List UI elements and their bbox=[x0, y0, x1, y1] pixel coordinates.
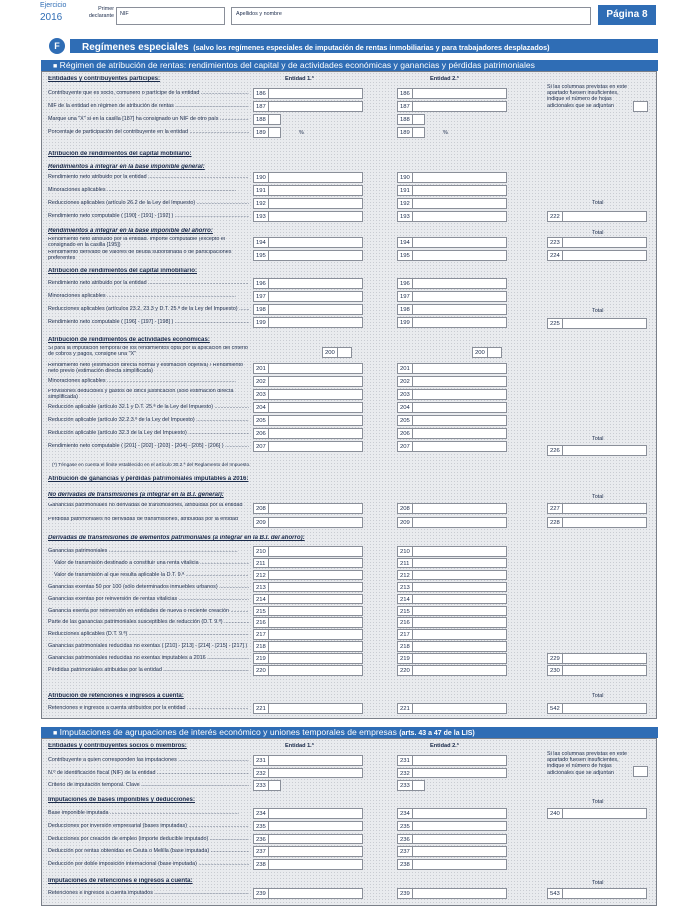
section-f-header bbox=[70, 39, 658, 53]
row-label: Criterio de imputación temporal. Clave ..... bbox=[48, 782, 249, 788]
row-label: Reducciones aplicables (D.T. 9.ª) ..... bbox=[48, 631, 249, 637]
participe-row-label: Contribuyente que es socio, comunero o partícipe de la entidad ..... bbox=[48, 90, 249, 96]
box-number: 202 bbox=[254, 377, 269, 386]
box-number: 212 bbox=[398, 571, 413, 580]
amount-input[interactable] bbox=[397, 888, 507, 899]
amount-input[interactable] bbox=[397, 402, 507, 413]
amount-input[interactable] bbox=[253, 278, 363, 289]
amount-input[interactable] bbox=[397, 376, 507, 387]
s2-title: Imputaciones de agrupaciones de interés económico y uniones temporales de empresas bbox=[59, 727, 397, 737]
cap-mob-heading: Atribución de rendimientos del capital mobiliario: bbox=[48, 151, 192, 157]
box-number: 207 bbox=[254, 442, 269, 451]
row-label: Rendimiento neto atribuido por la entidad. Importe computable (excepto el consignado en la casilla [195]) bbox=[48, 237, 226, 248]
box-number: 207 bbox=[398, 442, 413, 451]
box-number: 240 bbox=[548, 809, 563, 818]
amount-input[interactable] bbox=[253, 211, 363, 222]
s2-title-bar: ■ Imputaciones de agrupaciones de interés económico y uniones temporales de empresas (arts. 43 a 47 de la LIS) bbox=[41, 727, 658, 738]
amount-input[interactable] bbox=[397, 198, 507, 209]
box-number: 195 bbox=[254, 251, 269, 260]
total-label: Total bbox=[592, 799, 604, 805]
box-number: 206 bbox=[398, 429, 413, 438]
box-number: 225 bbox=[548, 319, 563, 328]
amount-input[interactable] bbox=[397, 250, 507, 261]
amount-input[interactable] bbox=[253, 606, 363, 617]
row-label: Ganancias patrimoniales reducidas no exentas imputables a 2016 ..... bbox=[48, 655, 249, 661]
s2-hojas-note: Si las columnas previstas en este apartado fuesen insuficientes, indique el número de hojas adicionales que se adjuntan bbox=[547, 751, 627, 776]
act-heading: Atribución de rendimientos de actividades económicas: bbox=[48, 337, 210, 343]
row-label: Reducción aplicable (artículo 32.3 de la Ley del Impuesto) ..... bbox=[48, 430, 249, 436]
amount-input[interactable] bbox=[253, 808, 363, 819]
cm-general-heading: Rendimientos a integrar en la base imponible general: bbox=[48, 164, 205, 170]
amount-input[interactable] bbox=[253, 185, 363, 196]
hojas-note: Si las columnas previstas en este apartado fuesen insuficientes, indique el número de hojas adicionales que se adjuntan bbox=[547, 84, 627, 109]
box-number: 193 bbox=[398, 212, 413, 221]
total-input[interactable] bbox=[547, 888, 647, 899]
box-number: 200 bbox=[323, 348, 338, 357]
amount-input[interactable] bbox=[253, 834, 363, 845]
amount-input[interactable] bbox=[253, 304, 363, 315]
box-number: 188 bbox=[254, 115, 269, 124]
box-number: 230 bbox=[548, 666, 563, 675]
amount-input[interactable] bbox=[253, 665, 363, 676]
row-label: Ganancias exentas 50 por 100 (sólo determinados inmuebles urbanos) ..... bbox=[48, 584, 249, 590]
criterio-cobros-input[interactable] bbox=[322, 347, 352, 358]
pct-sign: % bbox=[299, 130, 304, 136]
amount-input[interactable] bbox=[253, 755, 363, 766]
box-number: 221 bbox=[398, 704, 413, 713]
box-number: 224 bbox=[548, 251, 563, 260]
row-label: Deducciones por inversión empresarial (bases imputadas) ..... bbox=[48, 823, 249, 829]
total-input[interactable] bbox=[547, 503, 647, 514]
gan-heading: Atribución de ganancias y pérdidas patrimoniales imputables a 2016: bbox=[48, 476, 249, 482]
row-label: Valor de transmisión al que resulta aplicable la D.T. 9.ª ..... bbox=[54, 572, 249, 578]
box-number: 236 bbox=[254, 835, 269, 844]
participe-input[interactable] bbox=[397, 114, 425, 125]
amount-input[interactable] bbox=[397, 606, 507, 617]
amount-input[interactable] bbox=[253, 629, 363, 640]
primer-declarante-label: Primer declarante bbox=[88, 6, 114, 19]
amount-input[interactable] bbox=[397, 389, 507, 400]
row-label: Minoraciones aplicables ..... bbox=[48, 187, 249, 193]
total-input[interactable] bbox=[547, 808, 647, 819]
amount-input[interactable] bbox=[253, 859, 363, 870]
box-number: 214 bbox=[254, 595, 269, 604]
s1-title-bar: ■ Régimen de atribución de rentas: rendimientos del capital y de actividades económicas y ganancias y pérdidas patrimoniales bbox=[41, 60, 658, 71]
amount-input[interactable] bbox=[397, 570, 507, 581]
box-number: 219 bbox=[398, 654, 413, 663]
ejercicio-label: Ejercicio bbox=[40, 2, 67, 9]
row-label: Reducción aplicable (artículo 32.2.3.º de la Ley del Impuesto) ..... bbox=[48, 417, 249, 423]
box-number: 228 bbox=[548, 518, 563, 527]
amount-input[interactable] bbox=[253, 780, 281, 791]
amount-input[interactable] bbox=[253, 389, 363, 400]
row-label: Rendimiento neto computable ( [201] - [202] - [203] - [204] - [205] - [206] ) ..... bbox=[48, 443, 249, 449]
row-label: Reducciones aplicables (artículo 26.2 de la Ley del Impuesto) ..... bbox=[48, 200, 249, 206]
box-number: 221 bbox=[254, 704, 269, 713]
amount-input[interactable] bbox=[253, 503, 363, 514]
box-number: 235 bbox=[398, 822, 413, 831]
box-number: 208 bbox=[398, 504, 413, 513]
amount-input[interactable] bbox=[253, 237, 363, 248]
box-number: 216 bbox=[254, 618, 269, 627]
amount-input[interactable] bbox=[253, 317, 363, 328]
amount-input[interactable] bbox=[397, 755, 507, 766]
box-number: 198 bbox=[398, 305, 413, 314]
participe-row-label: Marque una "X" si en la casilla [187] ha consignado un NIF de otro país ..... bbox=[48, 116, 249, 122]
row-label: Provisiones deducibles y gastos de difícil justificación (sólo estimación directa simplificada) bbox=[48, 389, 234, 400]
total-input[interactable] bbox=[547, 211, 647, 222]
cm-ahorro-heading: Rendimientos a integrar en la base imponible del ahorro: bbox=[48, 228, 213, 234]
amount-input[interactable] bbox=[397, 304, 507, 315]
amount-input[interactable] bbox=[253, 653, 363, 664]
page-badge: Página 8 bbox=[598, 5, 656, 25]
total-input[interactable] bbox=[547, 237, 647, 248]
amount-input[interactable] bbox=[397, 211, 507, 222]
box-number: 212 bbox=[254, 571, 269, 580]
amount-input[interactable] bbox=[397, 546, 507, 557]
criterio-cobros-input[interactable] bbox=[472, 347, 502, 358]
box-number: 190 bbox=[398, 173, 413, 182]
row-label: Deducciones por creación de empleo (importe deducible imputado) ..... bbox=[48, 836, 249, 842]
bases-heading: Imputaciones de bases imponibles y deducciones: bbox=[48, 797, 195, 803]
ret-heading: Atribución de retenciones e ingresos a cuenta: bbox=[48, 693, 184, 699]
row-label: Contribuyente a quien corresponden las imputaciones ..... bbox=[48, 757, 249, 763]
box-number: 194 bbox=[398, 238, 413, 247]
box-number: 195 bbox=[398, 251, 413, 260]
s2-entidad-1-label: Entidad 1.ª bbox=[285, 743, 314, 749]
box-number: 233 bbox=[398, 781, 413, 790]
total-input[interactable] bbox=[547, 517, 647, 528]
box-number: 197 bbox=[398, 292, 413, 301]
cap-inm-heading: Atribución de rendimientos del capital inmobiliario: bbox=[48, 268, 197, 274]
box-number: 222 bbox=[548, 212, 563, 221]
box-number: 236 bbox=[398, 835, 413, 844]
row-label: Reducción aplicable (artículo 32.1 y D.T. 25.ª de la Ley del Impuesto) ..... bbox=[48, 404, 249, 410]
entidad-1-label: Entidad 1.ª bbox=[285, 76, 314, 82]
amount-input[interactable] bbox=[253, 546, 363, 557]
box-number: 201 bbox=[398, 364, 413, 373]
row-label: Minoraciones aplicables ..... bbox=[48, 293, 249, 299]
box-number: 199 bbox=[398, 318, 413, 327]
apellidos-label: Apellidos y nombre bbox=[236, 11, 282, 17]
total-label: Total bbox=[592, 693, 604, 699]
amount-input[interactable] bbox=[253, 428, 363, 439]
box-number: 229 bbox=[548, 654, 563, 663]
amount-input[interactable] bbox=[397, 415, 507, 426]
row-label: Deducción por rentas obtenidas en Ceuta o Melilla (base imputada) ..... bbox=[48, 848, 249, 854]
box-number: 205 bbox=[254, 416, 269, 425]
total-input[interactable] bbox=[547, 653, 647, 664]
amount-input[interactable] bbox=[397, 821, 507, 832]
amount-input[interactable] bbox=[253, 376, 363, 387]
row-label: Rendimiento neto atribuido por la entidad ..... bbox=[48, 280, 249, 286]
amount-input[interactable] bbox=[397, 641, 507, 652]
row-label: Base imponible imputada ..... bbox=[48, 810, 249, 816]
hojas-input[interactable] bbox=[633, 101, 648, 112]
box-number: 191 bbox=[398, 186, 413, 195]
box-number: 235 bbox=[254, 822, 269, 831]
amount-input[interactable] bbox=[253, 594, 363, 605]
row-label: Ganancias patrimoniales no derivadas de transmisiones, atribuidas por la entidad bbox=[48, 503, 243, 508]
total-label: Total bbox=[592, 880, 604, 886]
amount-input[interactable] bbox=[253, 703, 363, 714]
row-label: Ganancias exentas por reinversión de rentas vitalicias ..... bbox=[48, 596, 249, 602]
entidades-heading: Entidades y contribuyentes partícipes: bbox=[48, 76, 161, 82]
box-number: 192 bbox=[398, 199, 413, 208]
amount-input[interactable] bbox=[397, 237, 507, 248]
box-number: 209 bbox=[398, 518, 413, 527]
amount-input[interactable] bbox=[253, 363, 363, 374]
participe-input[interactable] bbox=[253, 101, 363, 112]
row-label: Ganancias patrimoniales ..... bbox=[48, 548, 249, 554]
box-number: 209 bbox=[254, 518, 269, 527]
amount-input[interactable] bbox=[253, 641, 363, 652]
box-number: 204 bbox=[254, 403, 269, 412]
box-number: 199 bbox=[254, 318, 269, 327]
box-number: 214 bbox=[398, 595, 413, 604]
pct-sign: % bbox=[443, 130, 448, 136]
box-number: 189 bbox=[254, 128, 269, 137]
amount-input[interactable] bbox=[397, 653, 507, 664]
nif-field[interactable] bbox=[116, 7, 225, 25]
amount-input[interactable] bbox=[397, 363, 507, 374]
box-number: 208 bbox=[254, 504, 269, 513]
amount-input[interactable] bbox=[397, 428, 507, 439]
total-label: Total bbox=[592, 200, 604, 206]
row-label: Retenciones e ingresos a cuenta imputados ..... bbox=[48, 890, 249, 896]
amount-input[interactable] bbox=[397, 834, 507, 845]
gan-der-heading: Derivadas de transmisiones de elementos patrimoniales (a integrar en la B.I. del ahorro): bbox=[48, 535, 305, 541]
box-number: 205 bbox=[398, 416, 413, 425]
total-input[interactable] bbox=[547, 665, 647, 676]
box-number: 218 bbox=[254, 642, 269, 651]
participe-input[interactable] bbox=[397, 127, 425, 138]
box-number: 197 bbox=[254, 292, 269, 301]
section-letter-badge: F bbox=[49, 38, 65, 54]
box-number: 186 bbox=[254, 89, 269, 98]
box-number: 190 bbox=[254, 173, 269, 182]
amount-input[interactable] bbox=[397, 558, 507, 569]
box-number: 211 bbox=[254, 559, 269, 568]
amount-input[interactable] bbox=[397, 780, 425, 791]
box-number: 189 bbox=[398, 128, 413, 137]
amount-input[interactable] bbox=[253, 888, 363, 899]
s2-ret-heading: Imputaciones de retenciones e ingresos a cuenta: bbox=[48, 878, 193, 884]
row-label: Ganancias patrimoniales reducidas no exentas ( [210] - [213] - [214] - [215] - [217] ) ..... bbox=[48, 643, 249, 649]
amount-input[interactable] bbox=[253, 291, 363, 302]
amount-input[interactable] bbox=[253, 415, 363, 426]
s2-hojas-input[interactable] bbox=[633, 766, 648, 777]
box-number: 543 bbox=[548, 889, 563, 898]
ejercicio-year: 2016 bbox=[40, 12, 63, 23]
box-number: 218 bbox=[398, 642, 413, 651]
amount-input[interactable] bbox=[253, 172, 363, 183]
box-number: 213 bbox=[398, 583, 413, 592]
row-label: Rendimiento derivado de valores de deuda subordinada o de participaciones preferentes bbox=[48, 250, 232, 261]
amount-input[interactable] bbox=[397, 594, 507, 605]
amount-input[interactable] bbox=[253, 402, 363, 413]
row-label: Rendimiento neto computable ( [196] - [197] - [198] ) ..... bbox=[48, 319, 249, 325]
participe-row-label: Porcentaje de participación del contribuyente en la entidad ..... bbox=[48, 129, 249, 135]
box-number: 227 bbox=[548, 504, 563, 513]
box-number: 204 bbox=[398, 403, 413, 412]
box-number: 215 bbox=[398, 607, 413, 616]
amount-input[interactable] bbox=[253, 617, 363, 628]
box-number: 215 bbox=[254, 607, 269, 616]
box-number: 232 bbox=[254, 769, 269, 778]
total-input[interactable] bbox=[547, 445, 647, 456]
box-number: 542 bbox=[548, 704, 563, 713]
amount-input[interactable] bbox=[397, 665, 507, 676]
amount-input[interactable] bbox=[253, 517, 363, 528]
box-number: 187 bbox=[254, 102, 269, 111]
row-label: Minoraciones aplicables ..... bbox=[48, 378, 249, 384]
box-number: 220 bbox=[254, 666, 269, 675]
row-label: Pérdidas patrimoniales no derivadas de transmisiones, atribuidas por la entidad bbox=[48, 517, 238, 522]
box-number: 210 bbox=[254, 547, 269, 556]
box-number: 213 bbox=[254, 583, 269, 592]
box-number: 203 bbox=[254, 390, 269, 399]
total-label: Total bbox=[592, 308, 604, 314]
box-number: 193 bbox=[254, 212, 269, 221]
total-label: Total bbox=[592, 230, 604, 236]
total-label: Total bbox=[592, 436, 604, 442]
amount-input[interactable] bbox=[397, 617, 507, 628]
box-number: 231 bbox=[254, 756, 269, 765]
row-label: Rendimiento neto computable ( [190] - [191] - [192] ) ..... bbox=[48, 213, 249, 219]
box-number: 223 bbox=[548, 238, 563, 247]
total-input[interactable] bbox=[547, 250, 647, 261]
amount-input[interactable] bbox=[397, 768, 507, 779]
box-number: 239 bbox=[398, 889, 413, 898]
amount-input[interactable] bbox=[397, 317, 507, 328]
amount-input[interactable] bbox=[253, 558, 363, 569]
box-number: 237 bbox=[254, 847, 269, 856]
total-label: Total bbox=[592, 494, 604, 500]
box-number: 234 bbox=[398, 809, 413, 818]
amount-input[interactable] bbox=[397, 172, 507, 183]
box-number: 233 bbox=[254, 781, 269, 790]
amount-input[interactable] bbox=[397, 629, 507, 640]
row-label: Pérdidas patrimoniales atribuidas por la entidad ..... bbox=[48, 667, 249, 673]
box-number: 196 bbox=[398, 279, 413, 288]
box-number: 220 bbox=[398, 666, 413, 675]
amount-input[interactable] bbox=[253, 768, 363, 779]
amount-input[interactable] bbox=[397, 503, 507, 514]
box-number: 232 bbox=[398, 769, 413, 778]
row-label: Reducciones aplicables (artículos 23.2, 23.3 y D.T. 25.ª de la Ley del Impuesto) ..... bbox=[48, 306, 249, 312]
box-number: 216 bbox=[398, 618, 413, 627]
amount-input[interactable] bbox=[397, 582, 507, 593]
entidad-2-label: Entidad 2.ª bbox=[430, 76, 459, 82]
gan-nod-heading: No derivadas de transmisiones (a integrar en la B.I. general): bbox=[48, 492, 224, 498]
row-label: Ganancia exenta por reinversión en entidades de nueva o reciente creación ..... bbox=[48, 608, 249, 614]
box-number: 192 bbox=[254, 199, 269, 208]
row-label: Rendimiento neto atribuido por la entidad ..... bbox=[48, 174, 249, 180]
box-number: 238 bbox=[398, 860, 413, 869]
box-number: 231 bbox=[398, 756, 413, 765]
row-label: Rendimiento neto (estimación directa normal y estimación objetiva) / Rendimiento neto previo (estimación directa simplificada) bbox=[48, 363, 244, 374]
act-opt-label: Si para la imputación temporal de los rendimientos opta por la aplicación del criterio de cobros y pagos, consigne una "X" bbox=[48, 346, 248, 357]
box-number: 201 bbox=[254, 364, 269, 373]
row-label: Valor de transmisión destinado a constituir una renta vitalicia ..... bbox=[54, 560, 249, 566]
box-number: 238 bbox=[254, 860, 269, 869]
box-number: 191 bbox=[254, 186, 269, 195]
participe-input[interactable] bbox=[253, 114, 281, 125]
row-label: Parte de las ganancias patrimoniales susceptibles de reducción (D.T. 9.ª) ..... bbox=[48, 619, 249, 625]
amount-input[interactable] bbox=[397, 703, 507, 714]
total-input[interactable] bbox=[547, 318, 647, 329]
amount-input[interactable] bbox=[253, 821, 363, 832]
amount-input[interactable] bbox=[253, 846, 363, 857]
act-footnote: (*) Téngase en cuenta el límite establecido en el artículo 30.2.ª del Reglamento del Impuesto. bbox=[52, 463, 251, 468]
amount-input[interactable] bbox=[397, 808, 507, 819]
box-number: 217 bbox=[254, 630, 269, 639]
amount-input[interactable] bbox=[397, 517, 507, 528]
amount-input[interactable] bbox=[397, 185, 507, 196]
box-number: 186 bbox=[398, 89, 413, 98]
amount-input[interactable] bbox=[397, 859, 507, 870]
row-label: N.º de identificación fiscal (NIF) de la entidad ..... bbox=[48, 770, 249, 776]
box-number: 237 bbox=[398, 847, 413, 856]
box-number: 206 bbox=[254, 429, 269, 438]
s1-title: Régimen de atribución de rentas: rendimientos del capital y de actividades económicas y ganancias y pérdidas patrimoniales bbox=[59, 60, 535, 70]
nif-label: NIF bbox=[120, 11, 129, 17]
amount-input[interactable] bbox=[253, 441, 363, 452]
participe-input[interactable] bbox=[397, 101, 507, 112]
box-number: 196 bbox=[254, 279, 269, 288]
section-f-title: Regímenes especiales bbox=[82, 42, 189, 53]
amount-input[interactable] bbox=[253, 582, 363, 593]
participe-input[interactable] bbox=[253, 88, 363, 99]
participe-row-label: NIF de la entidad en régimen de atribución de rentas ..... bbox=[48, 103, 249, 109]
box-number: 188 bbox=[398, 115, 413, 124]
participe-input[interactable] bbox=[253, 127, 281, 138]
box-number: 200 bbox=[473, 348, 488, 357]
amount-input[interactable] bbox=[253, 250, 363, 261]
box-number: 194 bbox=[254, 238, 269, 247]
box-number: 203 bbox=[398, 390, 413, 399]
participe-input[interactable] bbox=[397, 88, 507, 99]
box-number: 239 bbox=[254, 889, 269, 898]
apellidos-field[interactable] bbox=[231, 7, 591, 25]
amount-input[interactable] bbox=[253, 570, 363, 581]
amount-input[interactable] bbox=[397, 846, 507, 857]
row-label: Retenciones e ingresos a cuenta atribuidos por la entidad ..... bbox=[48, 705, 249, 711]
s2-entidad-2-label: Entidad 2.ª bbox=[430, 743, 459, 749]
amount-input[interactable] bbox=[397, 278, 507, 289]
box-number: 198 bbox=[254, 305, 269, 314]
s2-entidades-heading: Entidades y contribuyentes socios o miembros: bbox=[48, 743, 187, 749]
s2-title-ref: (arts. 43 a 47 de la LIS) bbox=[399, 730, 475, 737]
box-number: 234 bbox=[254, 809, 269, 818]
box-number: 217 bbox=[398, 630, 413, 639]
box-number: 219 bbox=[254, 654, 269, 663]
amount-input[interactable] bbox=[397, 291, 507, 302]
box-number: 211 bbox=[398, 559, 413, 568]
box-number: 202 bbox=[398, 377, 413, 386]
section-f-subtitle: (salvo los regímenes especiales de imputación de rentas inmobiliarias y para trabajadores desplazados) bbox=[193, 43, 550, 52]
amount-input[interactable] bbox=[397, 441, 507, 452]
row-label: Deducción por doble imposición internacional (base imputada) ..... bbox=[48, 861, 249, 867]
amount-input[interactable] bbox=[253, 198, 363, 209]
total-input[interactable] bbox=[547, 703, 647, 714]
box-number: 210 bbox=[398, 547, 413, 556]
box-number: 187 bbox=[398, 102, 413, 111]
box-number: 226 bbox=[548, 446, 563, 455]
